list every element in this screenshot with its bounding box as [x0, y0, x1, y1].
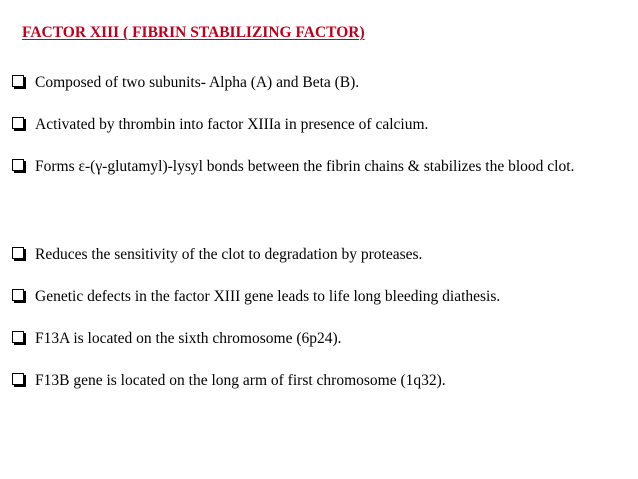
checkbox-icon	[12, 159, 24, 171]
bullet-list	[12, 62, 630, 402]
list-item	[12, 318, 630, 360]
bullet-text: Activated by thrombin into factor XIIIa in presence of calcium.	[35, 116, 429, 133]
checkbox-icon	[12, 331, 24, 343]
bullet-text: F13A is located on the sixth chromosome (6p24).	[35, 330, 342, 347]
checkbox-icon	[12, 247, 24, 259]
bullet-text: Genetic defects in the factor XIII gene leads to life long bleeding diathesis.	[35, 288, 501, 305]
bullet-text: Forms ε-(γ-glutamyl)-lysyl bonds between the fibrin chains & stabilizes the blood clot.	[35, 158, 575, 175]
slide-title: FACTOR XIII ( FIBRIN STABILIZING FACTOR)	[22, 24, 365, 41]
list-item	[12, 62, 630, 104]
list-item	[12, 234, 630, 276]
list-item	[12, 360, 630, 402]
bullet-text: F13B gene is located on the long arm of first chromosome (1q32).	[35, 372, 446, 389]
bullet-text: Composed of two subunits- Alpha (A) and Beta (B).	[35, 74, 360, 91]
bullet-text: Reduces the sensitivity of the clot to degradation by proteases.	[35, 246, 423, 263]
list-item	[12, 276, 630, 318]
checkbox-icon	[12, 75, 24, 87]
list-item	[12, 146, 630, 234]
checkbox-icon	[12, 117, 24, 129]
list-item	[12, 104, 630, 146]
checkbox-icon	[12, 373, 24, 385]
checkbox-icon	[12, 289, 24, 301]
